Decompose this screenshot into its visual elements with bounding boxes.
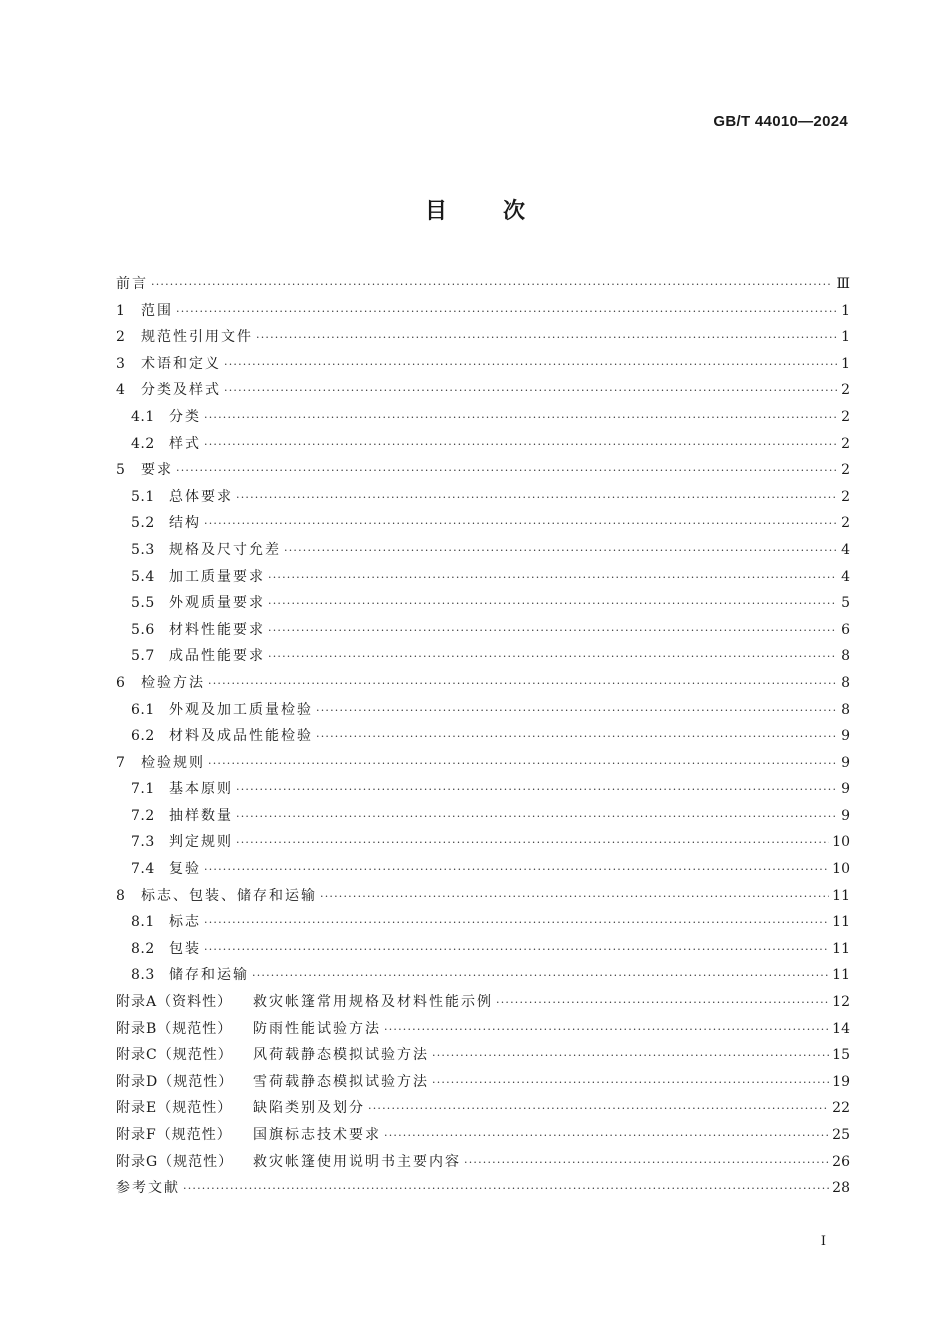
toc-entry-number: 4.2 <box>131 435 155 452</box>
toc-entry[interactable] <box>116 271 850 298</box>
toc-entry-annex-label <box>116 1122 253 1149</box>
toc-leader-dots <box>208 751 837 778</box>
toc-entry-title: 救灾帐篷常用规格及材料性能示例 <box>253 994 493 1011</box>
toc-entry[interactable] <box>116 1095 850 1122</box>
toc-entry-number: 8.1 <box>131 914 155 931</box>
toc-entry-page: 22 <box>832 1100 850 1117</box>
toc-entry-number: 5.2 <box>131 515 155 532</box>
toc-entry-title: 国旗标志技术要求 <box>253 1127 381 1143</box>
toc-entry[interactable] <box>116 643 850 670</box>
toc-entry[interactable] <box>116 1175 850 1202</box>
toc-leader-dots <box>224 352 837 379</box>
toc-entry-title: 储存和运输 <box>169 967 249 984</box>
toc-entry[interactable] <box>116 803 850 830</box>
toc-entry-page: 1 <box>841 329 850 346</box>
toc-entry-page: 1 <box>841 355 850 372</box>
toc-entry-page: 6 <box>841 621 850 638</box>
toc-entry-title: 样式 <box>169 435 201 452</box>
toc-entry[interactable] <box>116 484 850 511</box>
toc-leader-dots <box>268 565 837 592</box>
toc-entry-number: 2 <box>116 329 126 346</box>
toc-leader-dots <box>496 990 829 1017</box>
toc-entry-title: 规格及尺寸允差 <box>169 541 281 558</box>
toc-entry-number: 5.3 <box>131 541 155 558</box>
toc-entry-number: 附录F（规范性） <box>116 1127 232 1143</box>
toc-leader-dots <box>204 937 829 964</box>
toc-entry-number: 8.2 <box>131 940 155 957</box>
toc-leader-dots <box>256 325 837 352</box>
toc-entry-page: 8 <box>841 648 850 665</box>
toc-entry-page: 9 <box>841 728 850 745</box>
toc-leader-dots <box>151 272 833 299</box>
toc-leader-dots <box>268 591 837 618</box>
toc-entry-page: 2 <box>841 435 850 452</box>
toc-entry-annex-label <box>116 1149 253 1176</box>
toc-entry-page: 28 <box>832 1180 850 1197</box>
toc-entry-page: 9 <box>841 781 850 798</box>
toc-entry-number: 4 <box>116 382 126 399</box>
toc-leader-dots <box>432 1070 829 1097</box>
toc-entry-title: 规范性引用文件 <box>141 329 253 346</box>
toc-leader-dots <box>183 1176 829 1203</box>
toc-entry-title: 复验 <box>169 861 201 878</box>
toc-leader-dots <box>236 777 837 804</box>
toc-entry-title: 缺陷类别及划分 <box>253 1100 365 1117</box>
toc-entry[interactable] <box>116 617 850 644</box>
toc-entry-number: 附录G（规范性） <box>116 1153 234 1170</box>
toc-entry-number: 5 <box>116 462 126 479</box>
toc-entry-title: 分类及样式 <box>141 382 221 399</box>
toc-leader-dots <box>176 299 837 326</box>
toc-entry-page: 11 <box>832 887 850 904</box>
toc-entry-number: 4.1 <box>131 408 155 425</box>
toc-entry-page: 8 <box>841 674 850 691</box>
toc-entry-number: 附录C（规范性） <box>116 1047 233 1064</box>
toc-entry-title: 术语和定义 <box>141 355 221 372</box>
toc-leader-dots <box>284 538 837 565</box>
toc-entry[interactable] <box>116 776 850 803</box>
toc-entry-title: 分类 <box>169 408 201 425</box>
toc-entry-title: 总体要求 <box>169 488 233 505</box>
toc-entry-title: 要求 <box>141 462 173 479</box>
toc-entry-title: 风荷载静态模拟试验方法 <box>253 1047 429 1064</box>
toc-entry[interactable] <box>116 909 850 936</box>
toc-entry-title: 检验方法 <box>141 674 205 691</box>
toc-entry-page: 5 <box>841 595 850 612</box>
toc-entry[interactable] <box>116 457 850 484</box>
toc-leader-dots <box>236 485 837 512</box>
toc-entry-number: 8 <box>116 887 126 904</box>
toc-entry-page: 26 <box>832 1153 850 1170</box>
toc-leader-dots <box>204 910 829 937</box>
toc-entry[interactable] <box>116 1122 850 1149</box>
toc-entry-page: 25 <box>832 1127 850 1143</box>
toc-leader-dots <box>176 458 837 485</box>
toc-entry[interactable] <box>116 1149 850 1176</box>
toc-entry-number: 5.4 <box>131 568 155 585</box>
toc-entry-page: 2 <box>841 462 850 479</box>
toc-entry-page: 12 <box>832 994 850 1011</box>
toc-entry[interactable] <box>116 404 850 431</box>
toc-entry-title: 基本原则 <box>169 781 233 798</box>
toc-entry-title: 外观质量要求 <box>169 595 265 612</box>
toc-leader-dots <box>432 1043 829 1070</box>
toc-entry[interactable] <box>116 1069 850 1096</box>
toc-entry-page: Ⅲ <box>836 276 850 292</box>
toc-entry[interactable] <box>116 564 850 591</box>
toc-entry-annex-label <box>116 1095 253 1122</box>
toc-entry-title: 加工质量要求 <box>169 568 265 585</box>
toc-entry-number: 附录E（规范性） <box>116 1100 233 1117</box>
toc-entry[interactable] <box>116 298 850 325</box>
toc-leader-dots <box>204 511 837 538</box>
toc-entry-page: 4 <box>841 541 850 558</box>
toc-entry-annex-label <box>116 1016 253 1043</box>
toc-entry-title: 结构 <box>169 515 201 532</box>
toc-entry[interactable] <box>116 723 850 750</box>
toc-entry-number: 5.7 <box>131 648 155 665</box>
toc-entry-title: 判定规则 <box>169 834 233 851</box>
toc-entry-title: 前言 <box>116 276 148 292</box>
toc-entry-page: 2 <box>841 382 850 399</box>
toc-entry-page: 8 <box>841 701 850 718</box>
toc-entry-title: 雪荷载静态模拟试验方法 <box>253 1073 429 1090</box>
toc-leader-dots <box>316 698 837 725</box>
toc-leader-dots <box>204 432 837 459</box>
toc-entry-annex-label <box>116 1069 253 1096</box>
toc-entry-number: 5.5 <box>131 595 155 612</box>
toc-entry-title: 检验规则 <box>141 754 205 771</box>
toc-entry-number: 6.2 <box>131 728 155 745</box>
toc-leader-dots <box>204 857 829 884</box>
toc-entry[interactable] <box>116 856 850 883</box>
toc-leader-dots <box>268 644 837 671</box>
toc-entry-page: 10 <box>832 861 850 878</box>
toc-entry-number: 5.1 <box>131 488 155 505</box>
toc-leader-dots <box>368 1096 829 1123</box>
toc-entry[interactable] <box>116 590 850 617</box>
toc-entry[interactable] <box>116 750 850 777</box>
toc-entry-page: 4 <box>841 568 850 585</box>
toc-entry-title: 材料性能要求 <box>169 621 265 638</box>
toc-entry[interactable] <box>116 1042 850 1069</box>
table-of-contents <box>116 271 850 1202</box>
toc-entry-page: 11 <box>832 940 850 957</box>
toc-leader-dots <box>384 1017 829 1044</box>
toc-entry[interactable] <box>116 324 850 351</box>
toc-entry[interactable] <box>116 883 850 910</box>
toc-entry-title: 抽样数量 <box>169 807 233 824</box>
toc-entry[interactable] <box>116 510 850 537</box>
toc-entry-page: 2 <box>841 488 850 505</box>
toc-entry[interactable] <box>116 670 850 697</box>
toc-leader-dots <box>224 378 837 405</box>
toc-entry-page: 11 <box>832 967 850 984</box>
standard-number: GB/T 44010—2024 <box>713 113 848 130</box>
toc-leader-dots <box>252 963 829 990</box>
toc-entry-page: 11 <box>832 914 850 931</box>
toc-leader-dots <box>268 618 837 645</box>
toc-entry[interactable] <box>116 989 850 1016</box>
toc-entry-page: 10 <box>832 834 850 851</box>
toc-leader-dots <box>320 884 829 911</box>
toc-entry-number: 附录D（规范性） <box>116 1073 234 1090</box>
toc-entry-number: 5.6 <box>131 621 155 638</box>
toc-entry[interactable] <box>116 829 850 856</box>
toc-entry-number: 7 <box>116 754 126 771</box>
toc-entry-page: 9 <box>841 807 850 824</box>
toc-entry-title: 防雨性能试验方法 <box>253 1020 381 1037</box>
toc-entry[interactable] <box>116 962 850 989</box>
toc-entry-number: 附录B（规范性） <box>116 1020 233 1037</box>
toc-entry[interactable] <box>116 1016 850 1043</box>
toc-entry[interactable] <box>116 936 850 963</box>
toc-entry-number: 7.4 <box>131 861 155 878</box>
toc-entry-number: 6.1 <box>131 701 155 718</box>
page-number: I <box>820 1234 826 1249</box>
toc-leader-dots <box>236 804 837 831</box>
toc-entry-title: 范围 <box>141 302 173 319</box>
toc-entry[interactable] <box>116 697 850 724</box>
toc-leader-dots <box>236 830 829 857</box>
toc-entry-page: 15 <box>832 1047 850 1064</box>
toc-entry[interactable] <box>116 431 850 458</box>
toc-entry[interactable] <box>116 377 850 404</box>
toc-entry-page: 9 <box>841 754 850 771</box>
toc-entry-annex-label <box>116 1042 253 1069</box>
toc-entry-title: 包装 <box>169 940 201 957</box>
toc-entry-annex-label <box>116 989 253 1016</box>
toc-leader-dots <box>208 671 837 698</box>
toc-entry-title: 材料及成品性能检验 <box>169 728 313 745</box>
toc-entry-number: 附录A（资料性） <box>116 994 233 1011</box>
toc-entry-title: 成品性能要求 <box>169 648 265 665</box>
toc-entry-title: 标志、包装、储存和运输 <box>141 887 317 904</box>
toc-entry-title: 标志 <box>169 914 201 931</box>
toc-entry-number: 7.1 <box>131 781 155 798</box>
toc-entry-number: 6 <box>116 674 126 691</box>
toc-entry-page: 14 <box>832 1020 850 1037</box>
toc-entry-number: 7.3 <box>131 834 155 851</box>
toc-entry-page: 2 <box>841 408 850 425</box>
toc-leader-dots <box>384 1123 829 1150</box>
toc-entry-number: 1 <box>116 302 126 319</box>
toc-entry-title: 参考文献 <box>116 1180 180 1197</box>
toc-entry-page: 2 <box>841 515 850 532</box>
page-title: 目次 <box>424 199 581 224</box>
toc-leader-dots <box>316 724 837 751</box>
toc-entry-number: 3 <box>116 355 126 372</box>
toc-entry-number: 7.2 <box>131 807 155 824</box>
toc-entry-number: 8.3 <box>131 967 155 984</box>
toc-entry-title: 救灾帐篷使用说明书主要内容 <box>253 1153 461 1170</box>
toc-entry-page: 1 <box>841 302 850 319</box>
toc-leader-dots <box>464 1150 829 1177</box>
toc-entry[interactable] <box>116 351 850 378</box>
toc-leader-dots <box>204 405 837 432</box>
toc-entry[interactable] <box>116 537 850 564</box>
toc-entry-title: 外观及加工质量检验 <box>169 701 313 718</box>
toc-entry-page: 19 <box>832 1073 850 1090</box>
